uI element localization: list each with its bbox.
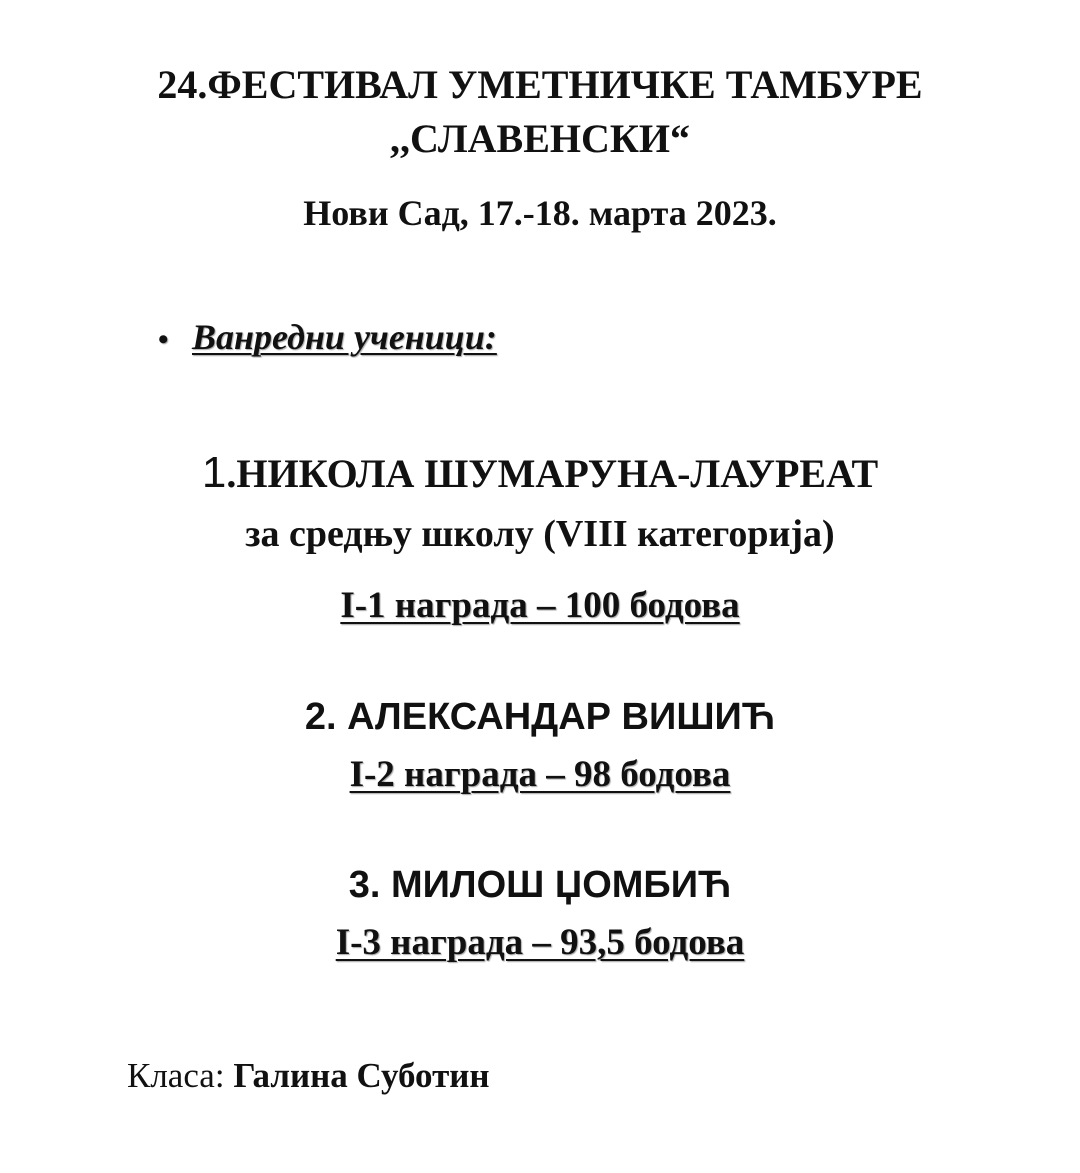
entry-3-award-text: I-3 награда – 93,5 бодова — [335, 922, 745, 963]
bullet-icon: • — [158, 323, 169, 356]
class-label: Класа: — [127, 1056, 234, 1095]
entry-1-name-text: .НИКОЛА ШУМАРУНА-ЛАУРЕАТ — [226, 451, 879, 496]
class-footer — [127, 1055, 490, 1097]
entry-1-award-text: I-1 награда – 100 бодова — [340, 585, 740, 626]
entry-1-award — [0, 584, 1080, 628]
entry-2-name: 2. АЛЕКСАНДАР ВИШИЋ — [304, 696, 776, 738]
entry-1-number: 1 — [201, 448, 227, 497]
section-label: Ванредни ученици: — [192, 317, 497, 357]
entry-3-name: 3. МИЛОШ ЏОМБИЋ — [348, 864, 732, 906]
festival-title: 24.ФЕСТИВАЛ УМЕТНИЧКЕ ТАМБУРЕ — [157, 62, 923, 107]
place-and-date: Нови Сад, 17.-18. марта 2023. — [303, 193, 777, 233]
entry-1-category: за средњу школу (VIII категорија) — [245, 513, 835, 555]
entry-2-award-text: I-2 награда – 98 бодова — [349, 754, 731, 795]
entry-2-award — [0, 753, 1080, 797]
entry-1-name — [0, 450, 1080, 497]
section-heading — [158, 316, 497, 361]
festival-name: ,,СЛАВЕНСКИ“ — [389, 116, 691, 161]
teacher-name: Галина Суботин — [233, 1056, 490, 1095]
entry-3-award — [0, 921, 1080, 965]
